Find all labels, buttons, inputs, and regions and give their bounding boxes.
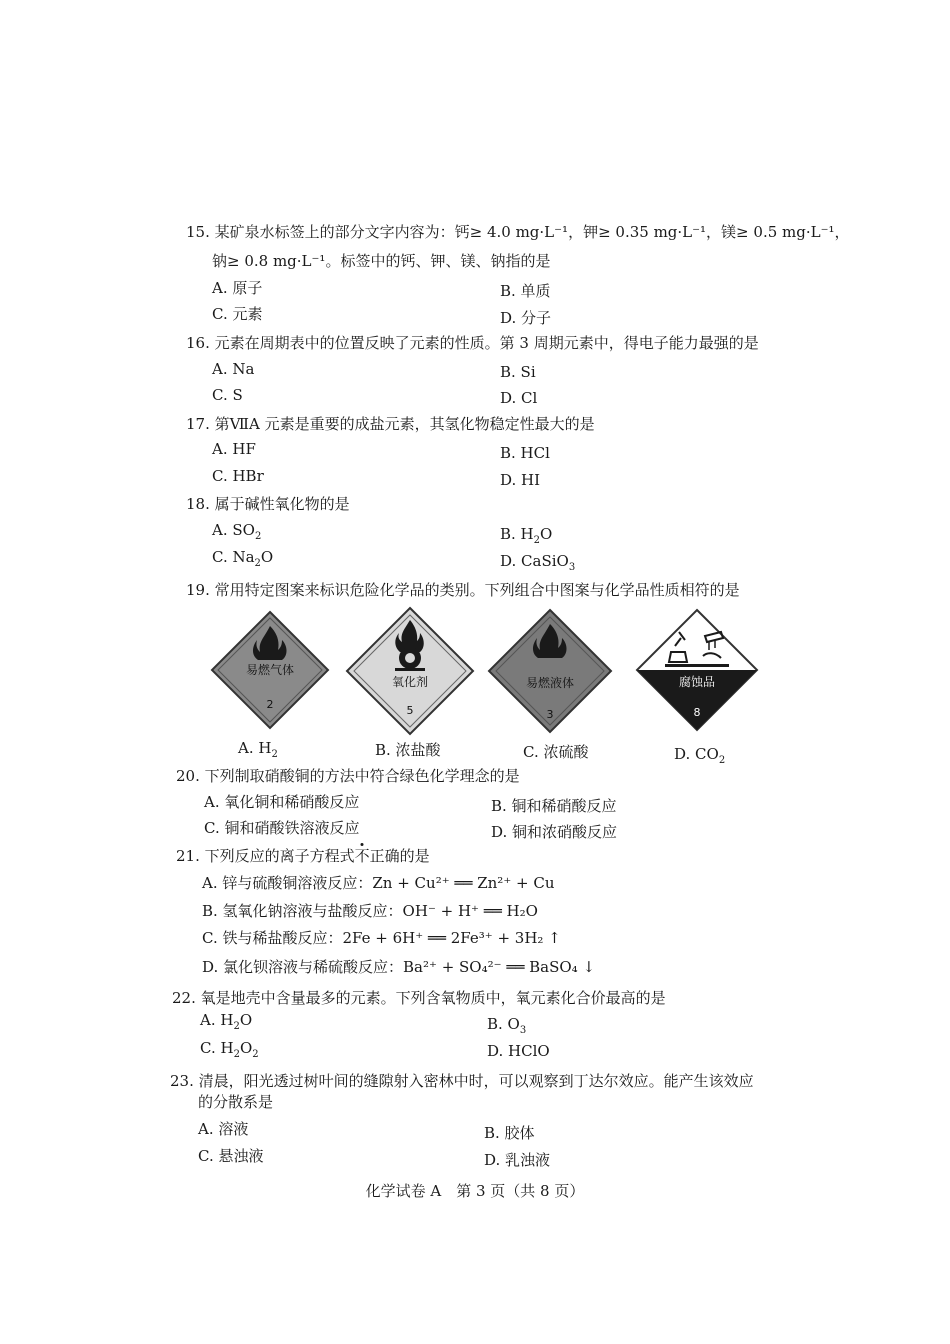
subscript: 2	[252, 1049, 259, 1060]
hazard-class-number: 8	[693, 706, 701, 719]
question-15-option-c: C. 元素	[212, 305, 263, 323]
formula-text: B. O	[487, 1015, 520, 1033]
page-footer: 化学试卷 A 第 3 页（共 8 页）	[365, 1182, 585, 1200]
subscript: 2	[233, 1021, 240, 1032]
subscript: 2	[718, 755, 726, 766]
question-16-stem: 16. 元素在周期表中的位置反映了元素的性质。第 3 周期元素中，得电子能力最强的是	[186, 334, 759, 352]
question-22-option-c	[200, 1038, 259, 1058]
question-15-stem: 15. 某矿泉水标签上的部分文字内容为：钙≥ 4.0 mg·L⁻¹，钾≥ 0.35 mg·L⁻¹，镁≥ 0.5 mg·L⁻¹，	[186, 223, 850, 241]
formula-text: O	[239, 1011, 253, 1029]
question-17-option-d: D. HI	[500, 471, 541, 489]
hazard-class-number: 5	[406, 704, 414, 717]
formula-text: O	[540, 525, 553, 543]
question-18-option-b	[500, 524, 552, 544]
question-22-stem: 22. 氧是地壳中含量最多的元素。下列含氧物质中，氧元素化合价最高的是	[172, 989, 666, 1007]
question-20-option-b: B. 铜和稀硝酸反应	[491, 797, 617, 815]
question-17-option-b: B. HCl	[500, 444, 550, 462]
question-17-option-a: A. HF	[212, 440, 256, 458]
question-18-option-a	[212, 520, 261, 540]
caption-text: A. H	[238, 739, 272, 757]
question-23-stem-cont: 的分散系是	[198, 1093, 274, 1111]
stem-text: 正确的是	[369, 847, 430, 865]
subscript: 2	[233, 1049, 240, 1060]
caption-text: D. CO	[674, 745, 719, 763]
hazard-label: 易燃气体	[245, 663, 295, 677]
question-15-option-d: D. 分子	[500, 309, 552, 327]
formula-text: C. Na	[212, 548, 255, 566]
question-17-option-c: C. HBr	[212, 467, 264, 485]
question-19-option-d	[674, 744, 725, 764]
question-18-option-d	[500, 551, 575, 571]
question-21-option-c: C. 铁与稀盐酸反应：2Fe + 6H⁺ ══ 2Fe³⁺ + 3H₂ ↑	[202, 929, 561, 947]
question-15-stem-cont: 钠≥ 0.8 mg·L⁻¹。标签中的钙、钾、镁、钠指的是	[212, 252, 551, 270]
formula-text: A. H	[200, 1011, 234, 1029]
question-20-option-a: A. 氧化铜和稀硝酸反应	[204, 793, 360, 811]
hazard-label: 易燃液体	[525, 676, 575, 690]
question-15-option-b: B. 单质	[500, 282, 551, 300]
hazard-label: 氧化剂	[391, 675, 429, 689]
subscript: 2	[533, 535, 541, 546]
question-20-stem: 20. 下列制取硝酸铜的方法中符合绿色化学理念的是	[176, 767, 520, 785]
question-19-stem: 19. 常用特定图案来标识危险化学品的类别。下列组合中图案与化学品性质相符的是	[186, 581, 740, 599]
question-22-option-a	[200, 1010, 252, 1030]
question-18-option-c	[212, 547, 273, 567]
question-21-option-a: A. 锌与硫酸铜溶液反应：Zn + Cu²⁺ ══ Zn²⁺ + Cu	[202, 874, 555, 892]
subscript: 2	[254, 558, 261, 569]
emphasis-text: 不	[354, 847, 370, 865]
subscript: 2	[271, 749, 278, 760]
question-23-option-a: A. 溶液	[198, 1120, 249, 1138]
hazard-sign-flammable-gas	[210, 610, 330, 730]
hazard-sign-flammable-liquid	[487, 608, 613, 734]
question-21-stem	[176, 846, 430, 866]
question-19-option-c: C. 浓硫酸	[523, 743, 589, 761]
question-19-option-b: B. 浓盐酸	[375, 741, 441, 759]
question-16-option-b: B. Si	[500, 363, 536, 381]
formula-text: O	[239, 1039, 253, 1057]
question-17-stem: 17. 第ⅦA 元素是重要的成盐元素，其氢化物稳定性最大的是	[186, 415, 595, 433]
question-23-option-b: B. 胶体	[484, 1124, 535, 1142]
subscript: 2	[254, 531, 262, 542]
question-20-option-d: D. 铜和浓硝酸反应	[491, 823, 618, 841]
question-15-option-a: A. 原子	[212, 279, 263, 297]
hazard-class-number: 2	[266, 698, 274, 711]
hazard-sign-corrosive	[635, 608, 759, 732]
question-23-stem: 23. 清晨，阳光透过树叶间的缝隙射入密林中时，可以观察到丁达尔效应。能产生该效应	[170, 1072, 754, 1090]
question-21-option-d: D. 氯化钡溶液与稀硫酸反应：Ba²⁺ + SO₄²⁻ ══ BaSO₄ ↓	[202, 958, 596, 976]
hazard-label: 腐蚀品	[678, 675, 716, 689]
formula-text: C. H	[200, 1039, 234, 1057]
question-16-option-d: D. Cl	[500, 389, 538, 407]
subscript: 3	[568, 562, 576, 573]
question-23-option-d: D. 乳浊液	[484, 1151, 551, 1169]
formula-text: O	[260, 548, 274, 566]
question-22-option-d: D. HClO	[487, 1042, 550, 1060]
formula-text: B. H	[500, 525, 534, 543]
stem-text: 21. 下列反应的离子方程式	[176, 847, 355, 865]
question-16-option-c: C. S	[212, 386, 243, 404]
hazard-sign-oxidizer	[345, 606, 475, 736]
question-20-option-c: C. 铜和硝酸铁溶液反应	[204, 819, 360, 837]
subscript: 3	[519, 1025, 527, 1036]
question-21-option-b: B. 氢氧化钠溶液与盐酸反应：OH⁻ + H⁺ ══ H₂O	[202, 902, 538, 920]
question-23-option-c: C. 悬浊液	[198, 1147, 264, 1165]
hazard-class-number: 3	[546, 708, 554, 721]
question-18-stem: 18. 属于碱性氧化物的是	[186, 495, 350, 513]
formula-text: D. CaSiO	[500, 552, 569, 570]
question-22-option-b	[487, 1014, 526, 1034]
question-19-option-a	[238, 738, 278, 758]
formula-text: A. SO	[212, 521, 255, 539]
question-16-option-a: A. Na	[212, 360, 255, 378]
